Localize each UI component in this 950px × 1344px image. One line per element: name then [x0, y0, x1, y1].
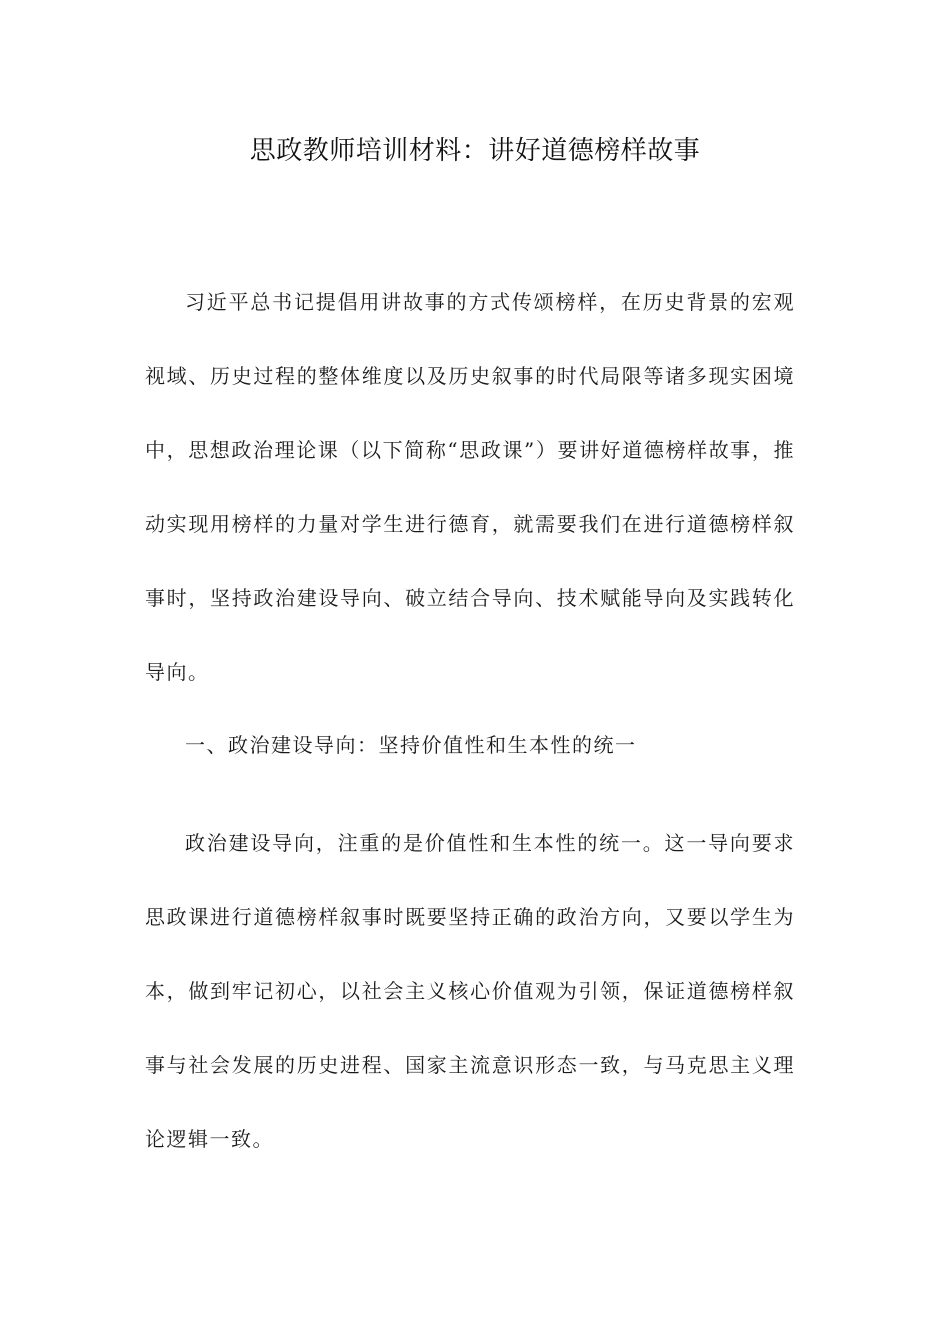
intro-paragraph: 习近平总书记提倡用讲故事的方式传颂榜样，在历史背景的宏观视域、历史过程的整体维度以及历史叙事的时代局限等诸多现实困境中，思想政治理论课（以下简称“思政课”）要讲好道德榜样故事，推动实现用榜样的力量对学生进行德育，就需要我们在进行道德榜样叙事时，坚持政治建设导向、破立结合导向、技术赋能导向及实践转化导向。 — [145, 290, 795, 684]
document-title: 思政教师培训材料：讲好道德榜样故事 — [249, 136, 701, 166]
section-heading-1: 一、政治建设导向：坚持价值性和生本性的统一 — [185, 733, 637, 757]
section-1-paragraph: 政治建设导向，注重的是价值性和生本性的统一。这一导向要求思政课进行道德榜样叙事时既要坚持正确的政治方向，又要以学生为本，做到牢记初心，以社会主义核心价值观为引领，保证道德榜样叙事与社会发展的历史进程、国家主流意识形态一致，与马克思主义理论逻辑一致。 — [145, 831, 795, 1151]
